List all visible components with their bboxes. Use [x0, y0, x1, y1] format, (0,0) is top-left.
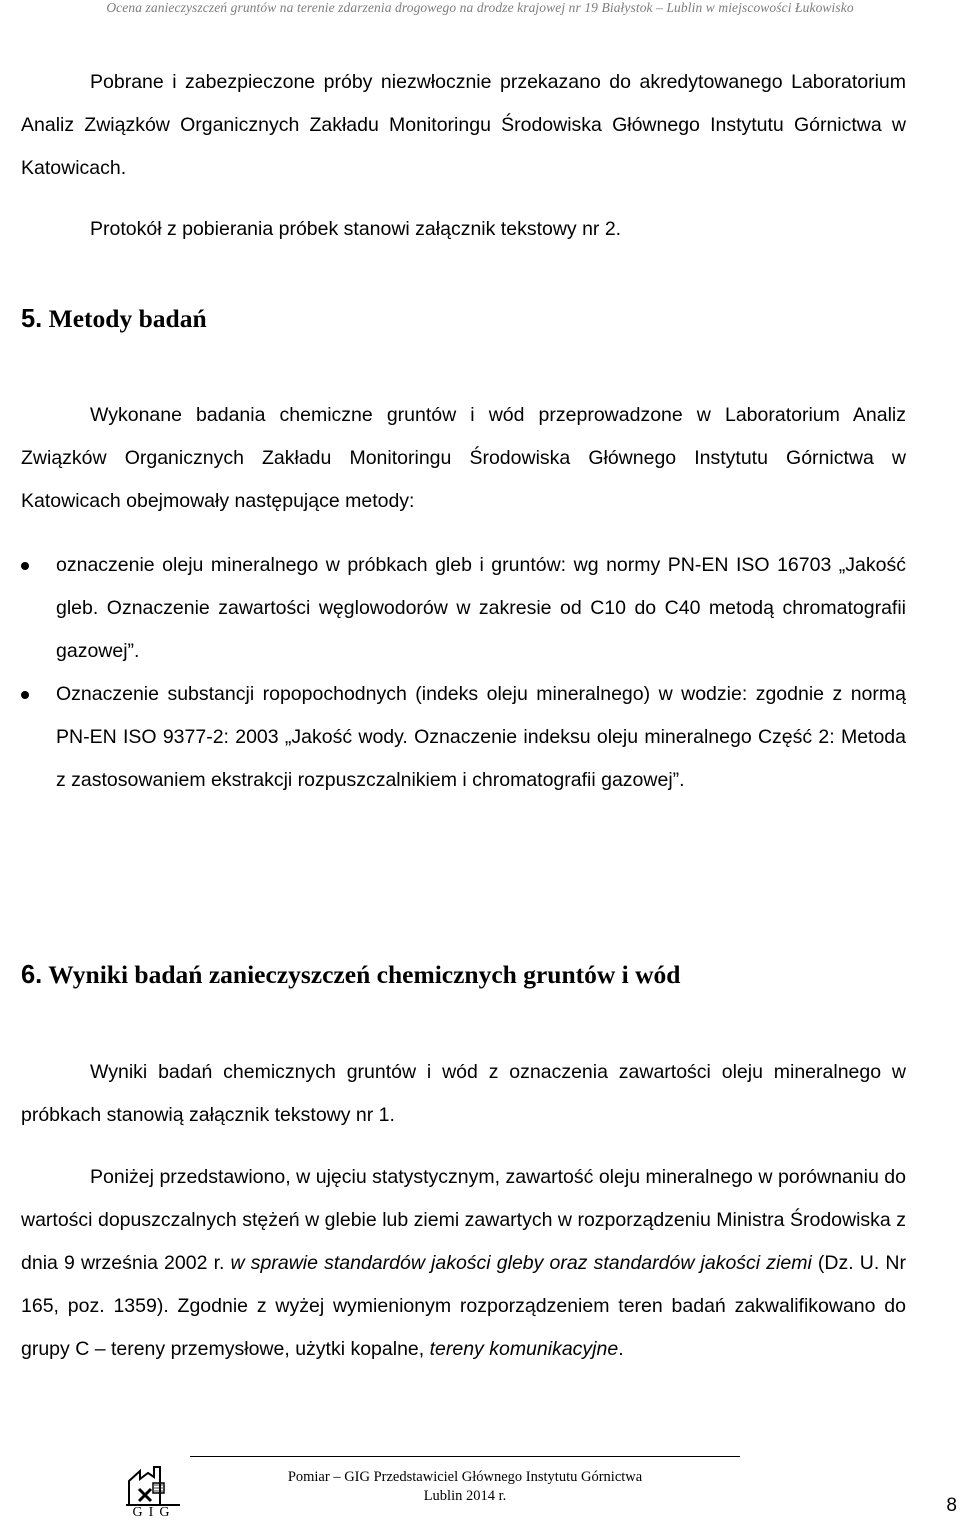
methods-list [21, 544, 906, 802]
terrain-type: tereny komunikacyjne [429, 1338, 619, 1360]
running-header: Ocena zanieczyszczeń gruntów na terenie zdarzenia drogowego na drodze krajowej nr 19 Białystok – Lublin w miejscowości Łukowisko [106, 0, 854, 15]
footer-line-2: Lublin 2014 r. [423, 1488, 507, 1504]
para2-text-c: (Dz. U. Nr 165, poz. 1359). Zgodnie z wyżej wymienionym rozporządzeniem teren badań zakwalifikowano do grupy C – tereny przemysłowe, użytki kopalne, [21, 1252, 906, 1360]
footer-text [190, 1468, 740, 1506]
footer-line-1: Pomiar – GIG Przedstawiciel Głównego Instytutu Górnictwa [287, 1469, 643, 1485]
list-item [21, 673, 906, 802]
list-item [21, 544, 906, 673]
section-5-title: Metody badań [48, 304, 207, 333]
regulation-title: w sprawie standardów jakości gleby oraz standardów jakości ziemi [230, 1252, 812, 1274]
section-6-title: Wyniki badań zanieczyszczeń chemicznych gruntów i wód [48, 960, 681, 989]
section-6-paragraph-1: Wyniki badań chemicznych gruntów i wód z oznaczenia zawartości oleju mineralnego w próbkach stanowią załącznik tekstowy nr 1. [21, 1061, 906, 1126]
section-6-paragraph-2 [21, 1156, 906, 1371]
page-number: 8 [946, 1495, 957, 1516]
section-6-number: 6. [21, 961, 43, 989]
logo-text: GIG [132, 1505, 176, 1520]
section-6-heading [21, 960, 681, 990]
intro-paragraph-2: Protokół z pobierania próbek stanowi załącznik tekstowy nr 2. [90, 218, 622, 240]
section-5-heading [21, 304, 207, 334]
footer-divider [190, 1456, 740, 1457]
method-text-1: oznaczenie oleju mineralnego w próbkach gleb i gruntów: wg normy PN-EN ISO 16703 „Jakość gleb. Oznaczenie zawartości węglowodorów w zakresie od C10 do C40 metodą chromatografii gazowej”. [56, 554, 906, 662]
bullet-icon [21, 691, 29, 699]
section-5-number: 5. [21, 305, 43, 333]
para2-text-a: Poniżej przedstawiono, w ujęciu statystycznym, zawartość oleju mineralnego w porównaniu do wartości dopuszczalnych stężeń w glebie lub ziemi zawartych w rozporządzeniu Ministra Środowiska z dnia 9 września 2002 r. [21, 1166, 906, 1274]
para2-text-e: . [618, 1338, 624, 1360]
intro-paragraph-1: Pobrane i zabezpieczone próby niezwłocznie przekazano do akredytowanego Laboratorium Analiz Związków Organicznych Zakładu Monitoringu Środowiska Głównego Instytutu Górnictwa w Katowicach. [21, 71, 906, 179]
section-5-paragraph: Wykonane badania chemiczne gruntów i wód przeprowadzone w Laboratorium Analiz Związków Organicznych Zakładu Monitoringu Środowiska Głównego Instytutu Górnictwa w Katowicach obejmowały następujące metody: [21, 404, 906, 512]
bullet-icon [21, 562, 29, 570]
method-text-2: Oznaczenie substancji ropopochodnych (indeks oleju mineralnego) w wodzie: zgodnie z normą PN-EN ISO 9377-2: 2003 „Jakość wody. Oznaczenie indeksu oleju mineralnego Część 2: Metoda z zastosowaniem ekstrakcji rozpuszczalnikiem i chromatografii gazowej”. [56, 683, 906, 791]
